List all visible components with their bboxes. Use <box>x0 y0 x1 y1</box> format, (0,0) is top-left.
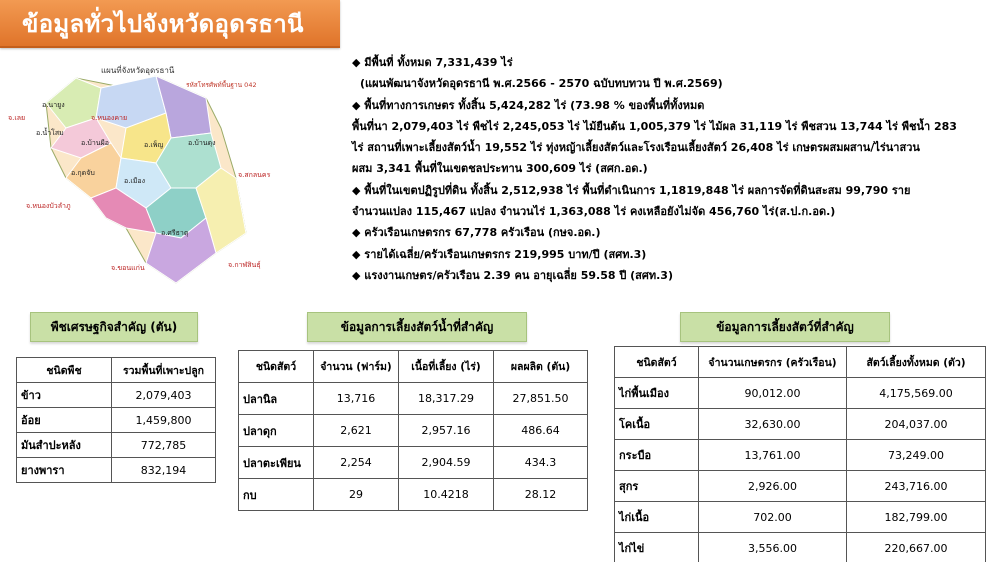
table-row <box>615 440 986 471</box>
table-row <box>615 409 986 440</box>
info-line: จำนวนแปลง 115,467 แปลง จำนวนไร่ 1,363,088 ไร่ คงเหลือยังไม่จัด 456,760 ไร่(ส.ป.ก.อด.) <box>352 205 836 219</box>
info-line: ◆ แรงงานเกษตร/ครัวเรือน 2.39 คน อายุเฉลี่ย 59.58 ปี (สศท.3) <box>352 268 673 282</box>
farmer-households: 3,556.00 <box>699 533 847 562</box>
animal-name: ไก่เนื้อ <box>615 502 699 533</box>
table-header-row <box>239 351 588 383</box>
farmer-households: 32,630.00 <box>699 409 847 440</box>
species-name: ปลานิล <box>239 383 314 415</box>
crop-name: มันสำปะหลัง <box>17 433 112 458</box>
map-subtitle: รหัสโทรศัพท์พื้นฐาน 042 <box>186 81 257 89</box>
map-title: แผนที่จังหวัดอุดรธานี <box>101 66 175 75</box>
map-district-mueang: อ.เมือง <box>124 177 146 185</box>
map-label-kalasin: จ.กาฬสินธุ์ <box>228 261 261 269</box>
aquatic-section-header: ข้อมูลการเลี้ยงสัตว์น้ำที่สำคัญ <box>307 312 527 342</box>
map-district-banphue: อ.บ้านผือ <box>81 139 109 147</box>
table-row <box>239 383 588 415</box>
livestock-table <box>614 346 986 562</box>
area-rai: 18,317.29 <box>399 383 494 415</box>
farm-count: 2,621 <box>314 415 399 447</box>
farmer-households: 702.00 <box>699 502 847 533</box>
table-row <box>239 447 588 479</box>
farmer-households: 90,012.00 <box>699 378 847 409</box>
total-animals: 220,667.00 <box>847 533 986 562</box>
area-rai: 2,957.16 <box>399 415 494 447</box>
info-line: ◆ มีพื้นที่ ทั้งหมด 7,331,439 ไร่ <box>352 56 513 69</box>
total-animals: 182,799.00 <box>847 502 986 533</box>
farm-count: 2,254 <box>314 447 399 479</box>
general-info-text <box>352 52 992 286</box>
area-rai: 2,904.59 <box>399 447 494 479</box>
info-line: ไร่ สถานที่เพาะเลี้ยงสัตว์น้ำ 19,552 ไร่ ทุ่งหญ้าเลี้ยงสัตว์และโรงเรือนเลี้ยงสัตว์ 26,408 ไร่ เกษตรผสมผสาน/ไร่นาสวน <box>352 141 920 155</box>
species-name: ปลาตะเพียน <box>239 447 314 479</box>
map-district-nayung: อ.นายูง <box>42 101 65 109</box>
info-line: ◆ ครัวเรือนเกษตรกร 67,778 ครัวเรือน (กษจ.อด.) <box>352 226 601 240</box>
map-district-kudchap: อ.กุดจับ <box>71 169 95 177</box>
table-row <box>239 479 588 511</box>
province-map <box>6 58 306 298</box>
table-header-row <box>17 358 216 383</box>
info-line: ◆ พื้นที่ทางการเกษตร ทั้งสิ้น 5,424,282 ไร่ (73.98 % ของพื้นที่ทั้งหมด <box>352 98 705 112</box>
table-row <box>17 408 216 433</box>
farm-count: 29 <box>314 479 399 511</box>
column-header: ผลผลิต (ตัน) <box>494 351 588 383</box>
aquatic-table <box>238 350 588 511</box>
total-animals: 4,175,569.00 <box>847 378 986 409</box>
table-header-row <box>615 347 986 378</box>
crop-value: 832,194 <box>112 458 216 483</box>
crop-name: ยางพารา <box>17 458 112 483</box>
crops-section-header: พืชเศรษฐกิจสำคัญ (ตัน) <box>30 312 198 342</box>
crop-name: ข้าว <box>17 383 112 408</box>
column-header: จำนวนเกษตรกร (ครัวเรือน) <box>699 347 847 378</box>
column-header: ชนิดสัตว์ <box>615 347 699 378</box>
map-label-khonkaen: จ.ขอนแก่น <box>111 264 145 272</box>
production-ton: 434.3 <box>494 447 588 479</box>
table-row <box>615 533 986 562</box>
animal-name: สุกร <box>615 471 699 502</box>
livestock-section-header: ข้อมูลการเลี้ยงสัตว์ที่สำคัญ <box>680 312 890 342</box>
table-row <box>615 378 986 409</box>
page-title: ข้อมูลทั่วไปจังหวัดอุดรธานี <box>22 9 304 38</box>
info-line: ◆ รายได้เฉลี่ย/ครัวเรือนเกษตรกร 219,995 บาท/ปี (สศท.3) <box>352 247 647 261</box>
area-rai: 10.4218 <box>399 479 494 511</box>
table-row <box>239 415 588 447</box>
map-district-phen: อ.เพ็ญ <box>144 141 164 149</box>
info-line: ผสม 3,341 พื้นที่ในเขตชลประทาน 300,609 ไร่ (สศก.อด.) <box>352 162 648 176</box>
farm-count: 13,716 <box>314 383 399 415</box>
total-animals: 73,249.00 <box>847 440 986 471</box>
species-name: ปลาดุก <box>239 415 314 447</box>
map-label-nongbualamphu: จ.หนองบัวลำภู <box>26 202 71 210</box>
total-animals: 243,716.00 <box>847 471 986 502</box>
production-ton: 486.64 <box>494 415 588 447</box>
animal-name: ไก่พื้นเมือง <box>615 378 699 409</box>
page-title-banner <box>0 0 340 48</box>
info-line: (แผนพัฒนาจังหวัดอุดรธานี พ.ศ.2566 - 2570 ฉบับทบทวน ปี พ.ศ.2569) <box>360 77 723 91</box>
column-header: สัตว์เลี้ยงทั้งหมด (ตัว) <box>847 347 986 378</box>
map-district-bandung: อ.บ้านดุง <box>188 139 216 147</box>
species-name: กบ <box>239 479 314 511</box>
animal-name: กระบือ <box>615 440 699 471</box>
total-animals: 204,037.00 <box>847 409 986 440</box>
crop-value: 1,459,800 <box>112 408 216 433</box>
map-label-nongkhai: จ.หนองคาย <box>91 114 128 122</box>
crops-table <box>16 357 216 483</box>
column-header: เนื้อที่เลี้ยง (ไร่) <box>399 351 494 383</box>
crop-value: 772,785 <box>112 433 216 458</box>
column-header: รวมพื้นที่เพาะปลูก <box>112 358 216 383</box>
info-line: ◆ พื้นที่ในเขตปฏิรูปที่ดิน ทั้งสิ้น 2,512,938 ไร่ พื้นที่ดำเนินการ 1,1819,848 ไร่ ผลการจัดที่ดินสะสม 99,790 ราย <box>352 183 911 197</box>
table-row <box>17 383 216 408</box>
table-row <box>17 433 216 458</box>
crop-name: อ้อย <box>17 408 112 433</box>
farmer-households: 2,926.00 <box>699 471 847 502</box>
map-label-sakonnakhon: จ.สกลนคร <box>238 171 271 179</box>
farmer-households: 13,761.00 <box>699 440 847 471</box>
table-row <box>615 471 986 502</box>
animal-name: ไก่ไข่ <box>615 533 699 562</box>
column-header: ชนิดสัตว์ <box>239 351 314 383</box>
map-district-namsom: อ.น้ำโสม <box>36 129 64 137</box>
animal-name: โคเนื้อ <box>615 409 699 440</box>
table-row <box>17 458 216 483</box>
production-ton: 27,851.50 <box>494 383 588 415</box>
map-district-sithat: อ.ศรีธาตุ <box>161 229 189 237</box>
production-ton: 28.12 <box>494 479 588 511</box>
column-header: จำนวน (ฟาร์ม) <box>314 351 399 383</box>
map-label-loei: จ.เลย <box>8 114 26 122</box>
table-row <box>615 502 986 533</box>
info-line: พื้นที่นา 2,079,403 ไร่ พืชไร่ 2,245,053 ไร่ ไม้ยืนต้น 1,005,379 ไร่ ไม้ผล 31,119 ไร่ พืชสวน 13,744 ไร่ พืชน้ำ 283 <box>352 119 957 133</box>
crop-value: 2,079,403 <box>112 383 216 408</box>
column-header: ชนิดพืช <box>17 358 112 383</box>
